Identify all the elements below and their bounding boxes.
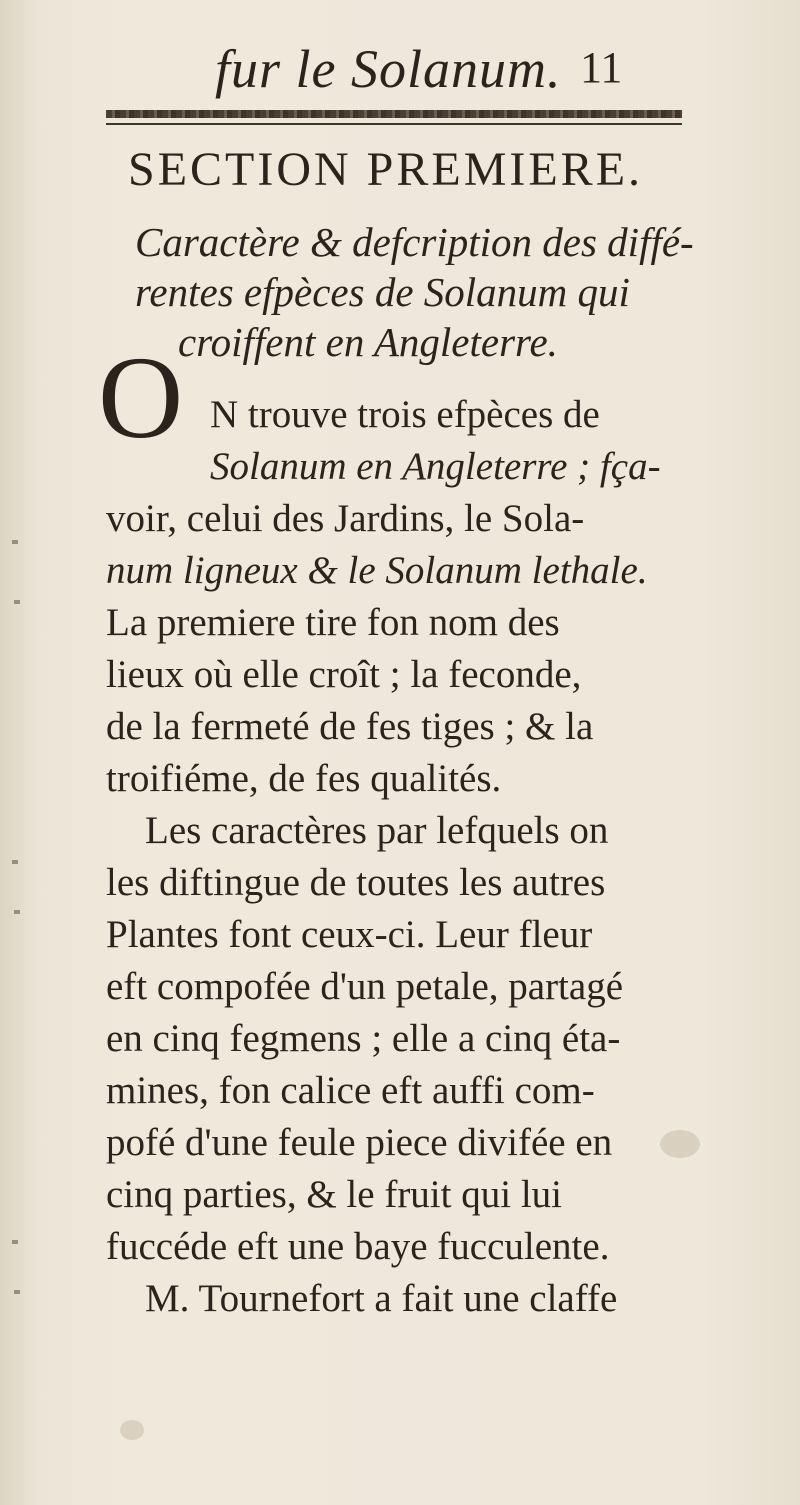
body-line-16: cinq parties, & le fruit qui lui (106, 1173, 562, 1216)
body-line-17: fuccéde eft une baye fucculente. (106, 1225, 610, 1268)
body-line-2: Solanum en Angleterre ; fça- (210, 445, 661, 488)
body-line-4: num ligneux & le Solanum lethale. (106, 549, 648, 592)
body-line-5: La premiere tire fon nom des (106, 601, 560, 644)
margin-mark (12, 860, 18, 864)
paper-stain (660, 1130, 700, 1158)
margin-mark (12, 540, 18, 544)
body-line-1: N trouve trois efpèces de (210, 393, 600, 436)
page-number: 11 (580, 43, 623, 92)
margin-mark (14, 1290, 20, 1294)
margin-mark (14, 910, 20, 914)
margin-mark (12, 1240, 18, 1244)
section-title: SECTION PREMIERE. (128, 143, 644, 196)
margin-mark (14, 600, 20, 604)
thin-rule (106, 123, 682, 125)
body-line-10: les diftingue de toutes les autres (106, 861, 606, 904)
body-line-13: en cinq fegmens ; elle a cinq éta- (106, 1017, 621, 1060)
body-line-15: pofé d'une feule piece divifée en (106, 1121, 613, 1164)
running-head (215, 38, 775, 98)
body-line-6: lieux où elle croît ; la feconde, (106, 653, 582, 696)
body-line-9: Les caractères par lefquels on (145, 809, 609, 852)
caption-line-2: rentes efpèces de Solanum qui (135, 269, 630, 315)
caption-line-1: Caractère & defcription des diffé- (135, 219, 694, 265)
ornamental-rule (106, 110, 682, 118)
drop-cap: O (98, 332, 184, 463)
paper-stain (120, 1420, 144, 1440)
caption-line-3: croiffent en Angleterre. (178, 319, 558, 365)
body-line-14: mines, fon calice eft auffi com- (106, 1069, 595, 1112)
body-line-8: troifiéme, de fes qualités. (106, 757, 502, 800)
body-line-12: eft compofée d'un petale, partagé (106, 965, 624, 1008)
running-title: fur le Solanum. (215, 39, 562, 99)
body-line-11: Plantes font ceux-ci. Leur fleur (106, 913, 593, 956)
body-line-18: M. Tournefort a fait une claffe (145, 1277, 618, 1320)
body-line-3: voir, celui des Jardins, le Sola- (106, 497, 585, 540)
body-line-7: de la fermeté de fes tiges ; & la (106, 705, 594, 748)
